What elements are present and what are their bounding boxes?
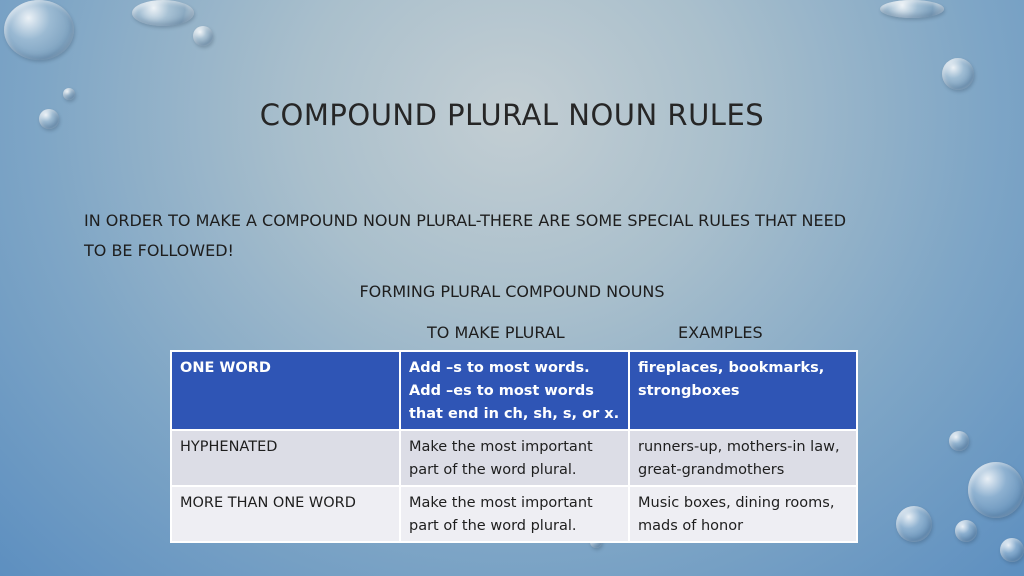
- rules-table: [170, 350, 858, 543]
- slide-title: COMPOUND PLURAL NOUN RULES: [259, 98, 765, 132]
- rule-line: part of the word plural.: [409, 518, 577, 534]
- rule-cell: [400, 430, 629, 486]
- droplet-decoration: [880, 0, 944, 18]
- example-line: fireplaces, bookmarks,: [638, 360, 825, 376]
- examples-cell: [629, 486, 857, 542]
- rule-line: that end in ch, sh, s, or x.: [409, 406, 620, 422]
- droplet-decoration: [1000, 538, 1024, 562]
- table-row: [171, 351, 857, 430]
- droplet-decoration: [193, 26, 213, 46]
- rule-line: Make the most important: [409, 439, 593, 455]
- noun-type-cell: ONE WORD: [171, 351, 400, 430]
- column-header-examples: EXAMPLES: [678, 323, 763, 342]
- rule-cell: [400, 486, 629, 542]
- example-line: Music boxes, dining rooms,: [638, 495, 835, 511]
- intro-text: [84, 206, 934, 266]
- table-row: [171, 430, 857, 486]
- table-caption: FORMING PLURAL COMPOUND NOUNS: [359, 282, 665, 301]
- example-line: great-grandmothers: [638, 462, 785, 478]
- column-header-to-make-plural: TO MAKE PLURAL: [427, 323, 565, 342]
- rule-cell: [400, 351, 629, 430]
- rule-line: Add –es to most words: [409, 383, 594, 399]
- noun-type-cell: HYPHENATED: [171, 430, 400, 486]
- rule-line: Make the most important: [409, 495, 593, 511]
- example-line: strongboxes: [638, 383, 740, 399]
- table-row: [171, 486, 857, 542]
- droplet-decoration: [132, 0, 194, 26]
- droplet-decoration: [955, 520, 977, 542]
- intro-line: IN ORDER TO MAKE A COMPOUND NOUN PLURAL-THERE ARE SOME SPECIAL RULES THAT NEED: [84, 211, 847, 230]
- noun-type-cell: MORE THAN ONE WORD: [171, 486, 400, 542]
- droplet-decoration: [896, 506, 932, 542]
- example-line: mads of honor: [638, 518, 744, 534]
- droplet-decoration: [4, 0, 74, 60]
- rule-line: Add –s to most words.: [409, 360, 590, 376]
- examples-cell: [629, 430, 857, 486]
- droplet-decoration: [949, 431, 969, 451]
- droplet-decoration: [968, 462, 1024, 518]
- example-line: runners-up, mothers-in law,: [638, 439, 840, 455]
- examples-cell: [629, 351, 857, 430]
- droplet-decoration: [942, 58, 974, 90]
- rule-line: part of the word plural.: [409, 462, 577, 478]
- intro-line: TO BE FOLLOWED!: [84, 241, 234, 260]
